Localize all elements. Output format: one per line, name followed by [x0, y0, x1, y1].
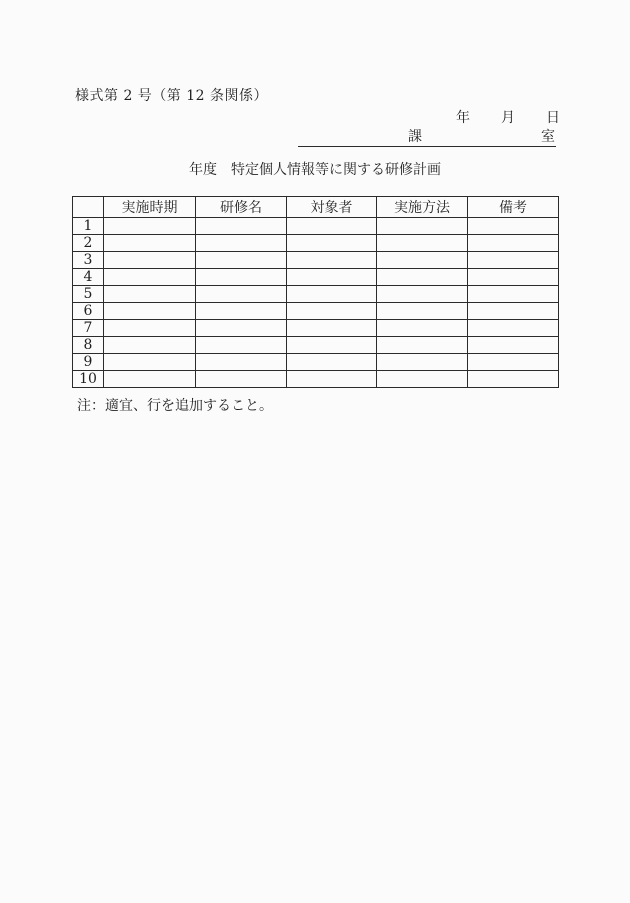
table-cell-empty	[104, 337, 196, 354]
table-cell-empty	[377, 218, 468, 235]
table-cell-empty	[104, 269, 196, 286]
column-header: 備考	[468, 197, 559, 218]
table-row	[73, 354, 559, 371]
table-cell-empty	[287, 320, 377, 337]
row-number: 10	[73, 371, 104, 388]
table-cell-empty	[196, 354, 287, 371]
table-cell-empty	[104, 371, 196, 388]
table-row	[73, 252, 559, 269]
row-number: 9	[73, 354, 104, 371]
table-cell-empty	[196, 371, 287, 388]
table-cell-empty	[377, 303, 468, 320]
table-cell-empty	[377, 354, 468, 371]
date-line	[456, 110, 560, 126]
table-cell-empty	[287, 354, 377, 371]
table-cell-empty	[104, 286, 196, 303]
table-cell-empty	[104, 252, 196, 269]
table-cell-empty	[468, 337, 559, 354]
row-number: 5	[73, 286, 104, 303]
table-cell-empty	[104, 235, 196, 252]
table-cell-empty	[468, 218, 559, 235]
table-cell-empty	[377, 371, 468, 388]
table-row	[73, 320, 559, 337]
table-cell-empty	[196, 269, 287, 286]
office-label: 室	[541, 129, 555, 145]
row-number: 1	[73, 218, 104, 235]
column-header: 実施方法	[377, 197, 468, 218]
column-header: 研修名	[196, 197, 287, 218]
table-cell-empty	[377, 337, 468, 354]
form-number-label: 様式第 2 号（第 12 条関係）	[75, 88, 269, 104]
table-cell-empty	[196, 218, 287, 235]
column-header: 実施時期	[104, 197, 196, 218]
table-cell-empty	[287, 252, 377, 269]
table-cell-empty	[468, 269, 559, 286]
row-number: 7	[73, 320, 104, 337]
row-number: 4	[73, 269, 104, 286]
table-cell-empty	[287, 286, 377, 303]
table-row	[73, 235, 559, 252]
row-number: 8	[73, 337, 104, 354]
table-cell-empty	[104, 218, 196, 235]
table-cell-empty	[196, 320, 287, 337]
table-cell-empty	[468, 252, 559, 269]
table-cell-empty	[468, 371, 559, 388]
table-cell-empty	[104, 354, 196, 371]
table-row	[73, 286, 559, 303]
row-number: 2	[73, 235, 104, 252]
table-cell-empty	[468, 320, 559, 337]
department-fill-line	[298, 126, 556, 147]
table-cell-empty	[287, 235, 377, 252]
table-row	[73, 303, 559, 320]
table-row	[73, 371, 559, 388]
table-cell-empty	[287, 371, 377, 388]
table-cell-empty	[196, 303, 287, 320]
table-cell-empty	[196, 252, 287, 269]
column-header: 対象者	[287, 197, 377, 218]
table-cell-empty	[104, 303, 196, 320]
table-row	[73, 218, 559, 235]
table-cell-empty	[287, 303, 377, 320]
table-cell-empty	[468, 286, 559, 303]
month-label: 月	[501, 110, 515, 126]
table-cell-empty	[287, 269, 377, 286]
table-body	[73, 218, 559, 388]
table-cell-empty	[377, 320, 468, 337]
table-cell-empty	[196, 337, 287, 354]
year-label: 年	[456, 110, 470, 126]
note-text: 注：適宜、行を追加すること。	[77, 398, 273, 414]
table-cell-empty	[377, 252, 468, 269]
table-cell-empty	[377, 235, 468, 252]
table-cell-empty	[287, 218, 377, 235]
page-title: 年度 特定個人情報等に関する研修計画	[189, 162, 441, 178]
table-cell-empty	[196, 286, 287, 303]
table-cell-empty	[104, 320, 196, 337]
table-header-row	[73, 197, 559, 218]
section-label: 課	[408, 129, 422, 145]
table-cell-empty	[468, 303, 559, 320]
table-row	[73, 269, 559, 286]
table-cell-empty	[377, 286, 468, 303]
table-cell-empty	[468, 354, 559, 371]
row-number: 3	[73, 252, 104, 269]
table-cell-empty	[196, 235, 287, 252]
training-plan-table	[72, 196, 559, 388]
row-number: 6	[73, 303, 104, 320]
table-row	[73, 337, 559, 354]
table-cell-empty	[377, 269, 468, 286]
table-cell-empty	[468, 235, 559, 252]
table-cell-empty	[287, 337, 377, 354]
day-label: 日	[546, 110, 560, 126]
column-header-number	[73, 197, 104, 218]
